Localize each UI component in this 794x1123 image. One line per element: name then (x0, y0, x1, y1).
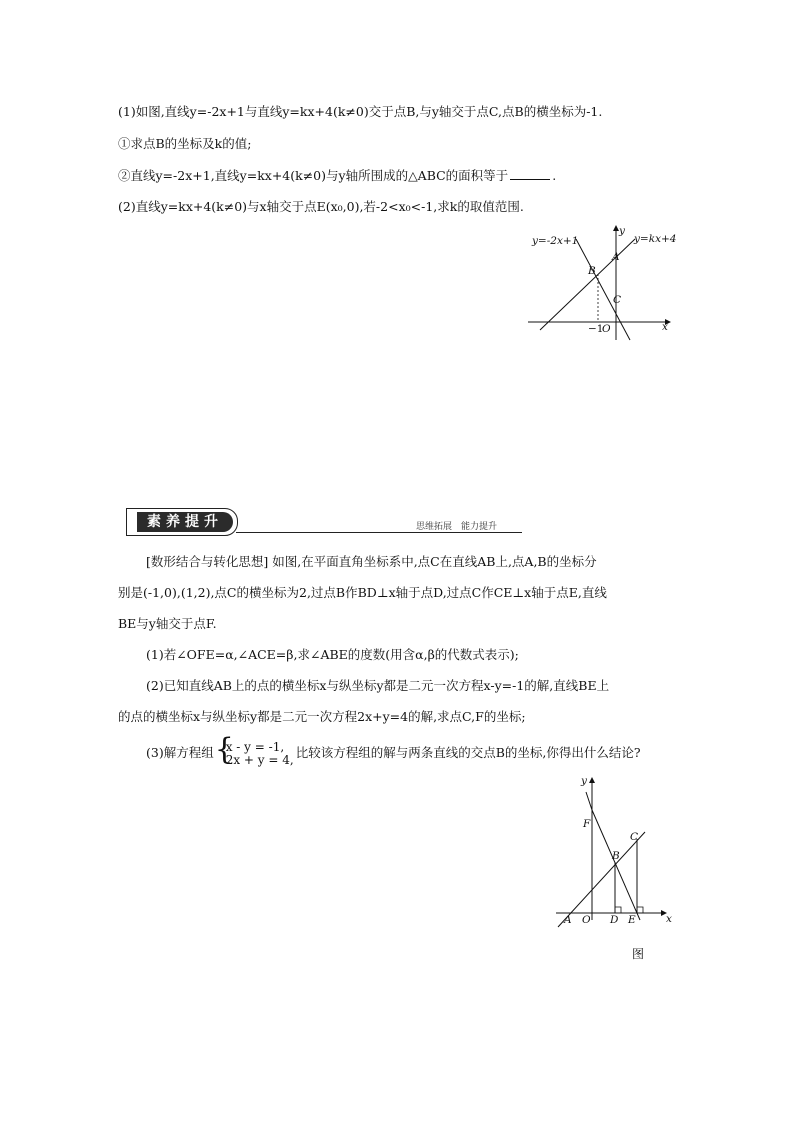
label-E: E (628, 914, 636, 926)
question-2: (2)直线y=kx+4(k≠0)与x轴交于点E(x₀,0),若-2<x₀<-1,求k的取值范围. (118, 199, 524, 214)
question-1: (1)如图,直线y=-2x+1与直线y=kx+4(k≠0)交于点B,与y轴交于点C,点B的横坐标为-1. (118, 104, 603, 119)
right-angle-E (637, 907, 643, 913)
figure-1 (520, 222, 680, 347)
label-y: y (581, 775, 587, 787)
label-A: A (612, 251, 620, 263)
label-D: D (610, 914, 619, 926)
question-1-part-b-end: . (552, 168, 557, 183)
label-C: C (613, 294, 622, 306)
question-1-part-b (118, 168, 556, 184)
line-kx-plus-4 (540, 239, 635, 330)
label-B: B (588, 265, 596, 277)
banner-box (126, 508, 238, 536)
label-A: A (564, 914, 572, 926)
label-O: O (602, 323, 611, 335)
part2-question-1: (1)若∠OFE=α,∠ACE=β,求∠ABE的度数(用含α,β的代数式表示); (146, 647, 519, 662)
banner-subtitle: 思维拓展 能力提升 (416, 522, 498, 532)
question-1-part-b-text: ②直线y=-2x+1,直线y=kx+4(k≠0)与y轴所围成的△ABC的面积等于 (118, 168, 509, 183)
label-line-neg-2x-plus-1: y=-2x+1 (532, 235, 579, 247)
question-1-part-a: ①求点B的坐标及k的值; (118, 136, 252, 151)
banner-title: 素养提升 (137, 512, 233, 532)
label-y: y (619, 225, 625, 237)
intro-line-1: [数形结合与转化思想] 如图,在平面直角坐标系中,点C在直线AB上,点A,B的坐标分 (146, 554, 597, 569)
equation-2: 2x + y = 4, (225, 752, 294, 767)
q3-prefix: (3)解方程组 (146, 745, 214, 760)
line-BE-top (586, 792, 592, 810)
equation-1: { x - y = -1, (225, 739, 285, 754)
q3-suffix: 比较该方程组的解与两条直线的交点B的坐标,你得出什么结论? (295, 745, 641, 760)
part2-question-3 (146, 740, 641, 767)
intro-line-2: 别是(-1,0),(1,2),点C的横坐标为2,过点B作BD⊥x轴于点D,过点C作CE⊥x轴于点E,直线 (118, 585, 607, 600)
section-banner (120, 508, 520, 538)
banner-rule (236, 532, 522, 533)
part2-question-2-line-1: (2)已知直线AB上的点的横坐标x与纵坐标y都是二元一次方程x-y=-1的解,直线BE上 (146, 678, 610, 693)
label-O: O (582, 914, 591, 926)
line-BE (592, 810, 640, 920)
label-C: C (630, 831, 639, 843)
intro-line-3: BE与y轴交于点F. (118, 616, 217, 631)
right-angle-D (615, 907, 621, 913)
label-x: x (662, 321, 668, 333)
label-line-kx-plus-4: y=kx+4 (634, 233, 677, 245)
part2-question-2-line-2: 的点的横坐标x与纵坐标y都是二元一次方程2x+y=4的解,求点C,F的坐标; (118, 709, 526, 724)
label-x: x (666, 913, 672, 925)
label-F: F (583, 818, 591, 830)
figure-caption: 图 (632, 947, 645, 961)
figure-2 (548, 770, 683, 965)
label-B: B (612, 850, 620, 862)
equation-system (216, 741, 294, 767)
label-neg-one: −1 (588, 323, 604, 335)
answer-blank (510, 168, 550, 180)
